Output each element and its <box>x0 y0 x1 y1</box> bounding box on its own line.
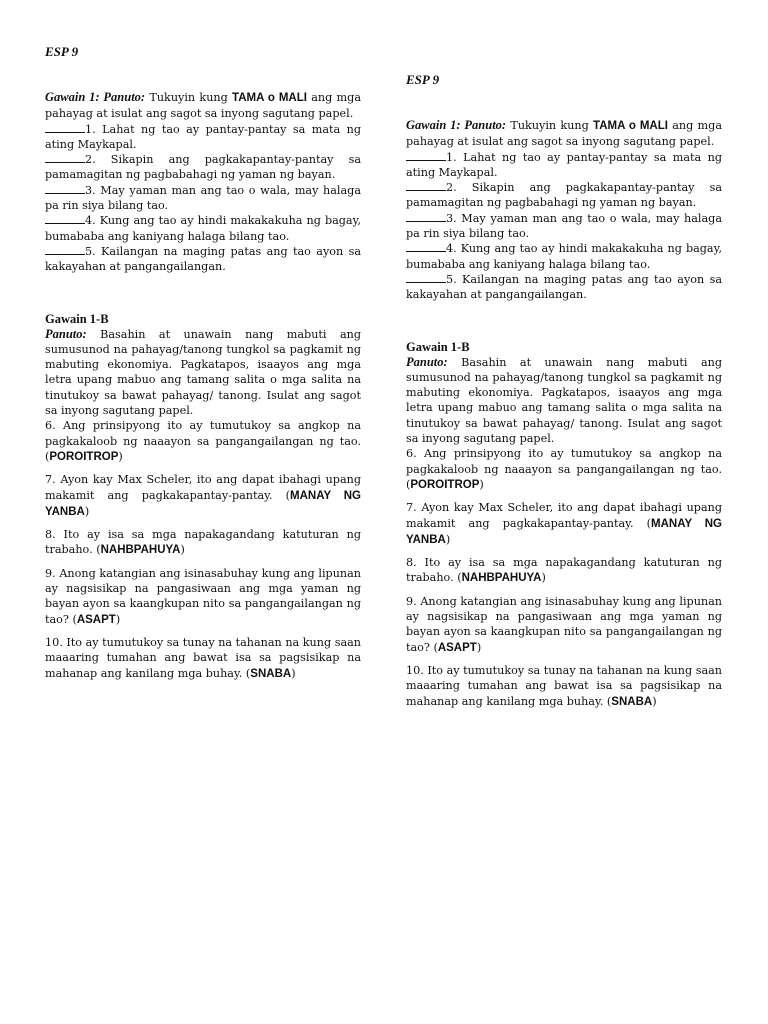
scrambled-answer: NAHBPAHUYA <box>461 572 542 585</box>
gawain1-instruction-pre: Tukuyin kung <box>510 119 594 132</box>
scrambled-answer: MANAY NG YANBA <box>45 489 361 518</box>
scrambled-answer: POROITROP <box>410 478 480 491</box>
scrambled-answer: MANAY NG YANBA <box>406 517 722 546</box>
question-item: 10. Ito ay tumutukoy sa tunay na tahanan na kung saan maaaring tumahan ang bawat isa sa pagsisikap na mahanap ang kanilang mga buhay. (SNABA) <box>45 635 361 680</box>
scrambled-answer: ASAPT <box>76 613 116 626</box>
scrambled-answer: NAHBPAHUYA <box>100 544 181 557</box>
question-item: 8. Ito ay isa sa mga napakagandang katuturan ng trabaho. (NAHBPAHUYA) <box>45 528 361 557</box>
question-item: 7. Ayon kay Max Scheler, ito ang dapat ibahagi upang makamit ang pagkakapantay-pantay. (MANAY NG YANBA) <box>406 501 722 546</box>
answer-blank <box>406 212 446 222</box>
answer-blank <box>406 151 446 161</box>
answer-blank <box>45 123 85 133</box>
answer-blank <box>45 153 85 163</box>
worksheet-copy-right <box>406 72 722 710</box>
scrambled-answer: SNABA <box>611 695 653 708</box>
gawain1-label: Gawain 1: Panuto: <box>45 90 146 104</box>
answer-blank <box>45 245 85 255</box>
gawain1-instruction-pre: Tukuyin kung <box>149 91 233 104</box>
gawain1b-label: Panuto: <box>406 354 448 369</box>
list-item: 5. Kailangan na maging patas ang tao ayon sa kakayahan at pangangailangan. <box>45 244 361 274</box>
gawain1-instruction <box>406 118 722 150</box>
scrambled-answer: ASAPT <box>437 641 477 654</box>
question-item: 7. Ayon kay Max Scheler, ito ang dapat ibahagi upang makamit ang pagkakapantay-pantay. (MANAY NG YANBA) <box>45 473 361 518</box>
answer-blank <box>406 242 446 252</box>
question-item: 6. Ang prinsipyong ito ay tumutukoy sa angkop na pagkakaloob ng naaayon sa pangangailangan ng tao. (POROITROP) <box>406 447 722 491</box>
gawain1-instruction-bold: TAMA o MALI <box>593 120 668 132</box>
gawain1-instruction-post: ang mga pahayag at isulat ang sagot sa inyong sagutang papel. <box>45 91 361 121</box>
list-item: 2. Sikapin ang pagkakapantay-pantay sa pamamagitan ng pagbabahagi ng yaman ng bayan. <box>406 181 722 210</box>
gawain1b-instruction: Panuto: Basahin at unawain nang mabuti ang sumusunod na pahayag/tanong tungkol sa pagkamit ng mabuting ekonomiya. Pagkatapos, isaayos ang mga letra upang mabuo ang tamang salita o mga salita na tinutukoy sa bawat pahayag/ tanong. Isulat ang sagot sa inyong sagutang papel. <box>406 354 722 446</box>
list-item: 3. May yaman man ang tao o wala, may halaga pa rin siya bilang tao. <box>406 211 722 241</box>
answer-blank <box>45 214 85 224</box>
subject-header: ESP 9 <box>45 44 79 59</box>
question-item: 9. Anong katangian ang isinasabuhay kung ang lipunan ay nagsisikap na pangasiwaan ang mga yaman ng bayan ayon sa kaangkupan nito sa pangangailangan ng tao? (ASAPT) <box>45 566 361 626</box>
list-item: 4. Kung ang tao ay hindi makakakuha ng bagay, bumababa ang kaniyang halaga bilang tao. <box>406 242 722 271</box>
gawain1-instruction-post: ang mga pahayag at isulat ang sagot sa inyong sagutang papel. <box>406 119 722 149</box>
scrambled-answer: POROITROP <box>49 450 119 463</box>
gawain1b-instruction: Panuto: Basahin at unawain nang mabuti ang sumusunod na pahayag/tanong tungkol sa pagkamit ng mabuting ekonomiya. Pagkatapos, isaayos ang mga letra upang mabuo ang tamang salita o mga salita na tinutukoy sa bawat pahayag/ tanong. Isulat ang sagot sa inyong sagutang papel. <box>45 326 361 418</box>
question-item: 8. Ito ay isa sa mga napakagandang katuturan ng trabaho. (NAHBPAHUYA) <box>406 556 722 585</box>
subject-header: ESP 9 <box>406 72 440 87</box>
answer-blank <box>406 181 446 191</box>
gawain1-instruction-bold: TAMA o MALI <box>232 92 307 104</box>
gawain1-instruction <box>45 90 361 122</box>
answer-blank <box>45 184 85 194</box>
list-item: 1. Lahat ng tao ay pantay-pantay sa mata ng ating Maykapal. <box>45 122 361 151</box>
question-item: 10. Ito ay tumutukoy sa tunay na tahanan na kung saan maaaring tumahan ang bawat isa sa pagsisikap na mahanap ang kanilang mga buhay. (SNABA) <box>406 663 722 708</box>
answer-blank <box>406 273 446 283</box>
list-item: 5. Kailangan na maging patas ang tao ayon sa kakayahan at pangangailangan. <box>406 272 722 302</box>
gawain1b-title: Gawain 1-B <box>45 311 109 326</box>
list-item: 3. May yaman man ang tao o wala, may halaga pa rin siya bilang tao. <box>45 183 361 213</box>
question-item: 9. Anong katangian ang isinasabuhay kung ang lipunan ay nagsisikap na pangasiwaan ang mga yaman ng bayan ayon sa kaangkupan nito sa pangangailangan ng tao? (ASAPT) <box>406 594 722 654</box>
worksheet-copy-left <box>45 44 361 682</box>
gawain1b-title: Gawain 1-B <box>406 339 470 354</box>
gawain1b-label: Panuto: <box>45 326 87 341</box>
scrambled-answer: SNABA <box>250 667 292 680</box>
list-item: 1. Lahat ng tao ay pantay-pantay sa mata ng ating Maykapal. <box>406 150 722 179</box>
gawain1-label: Gawain 1: Panuto: <box>406 118 507 132</box>
list-item: 2. Sikapin ang pagkakapantay-pantay sa pamamagitan ng pagbabahagi ng yaman ng bayan. <box>45 153 361 182</box>
question-item: 6. Ang prinsipyong ito ay tumutukoy sa angkop na pagkakaloob ng naaayon sa pangangailangan ng tao. (POROITROP) <box>45 419 361 463</box>
list-item: 4. Kung ang tao ay hindi makakakuha ng bagay, bumababa ang kaniyang halaga bilang tao. <box>45 214 361 243</box>
